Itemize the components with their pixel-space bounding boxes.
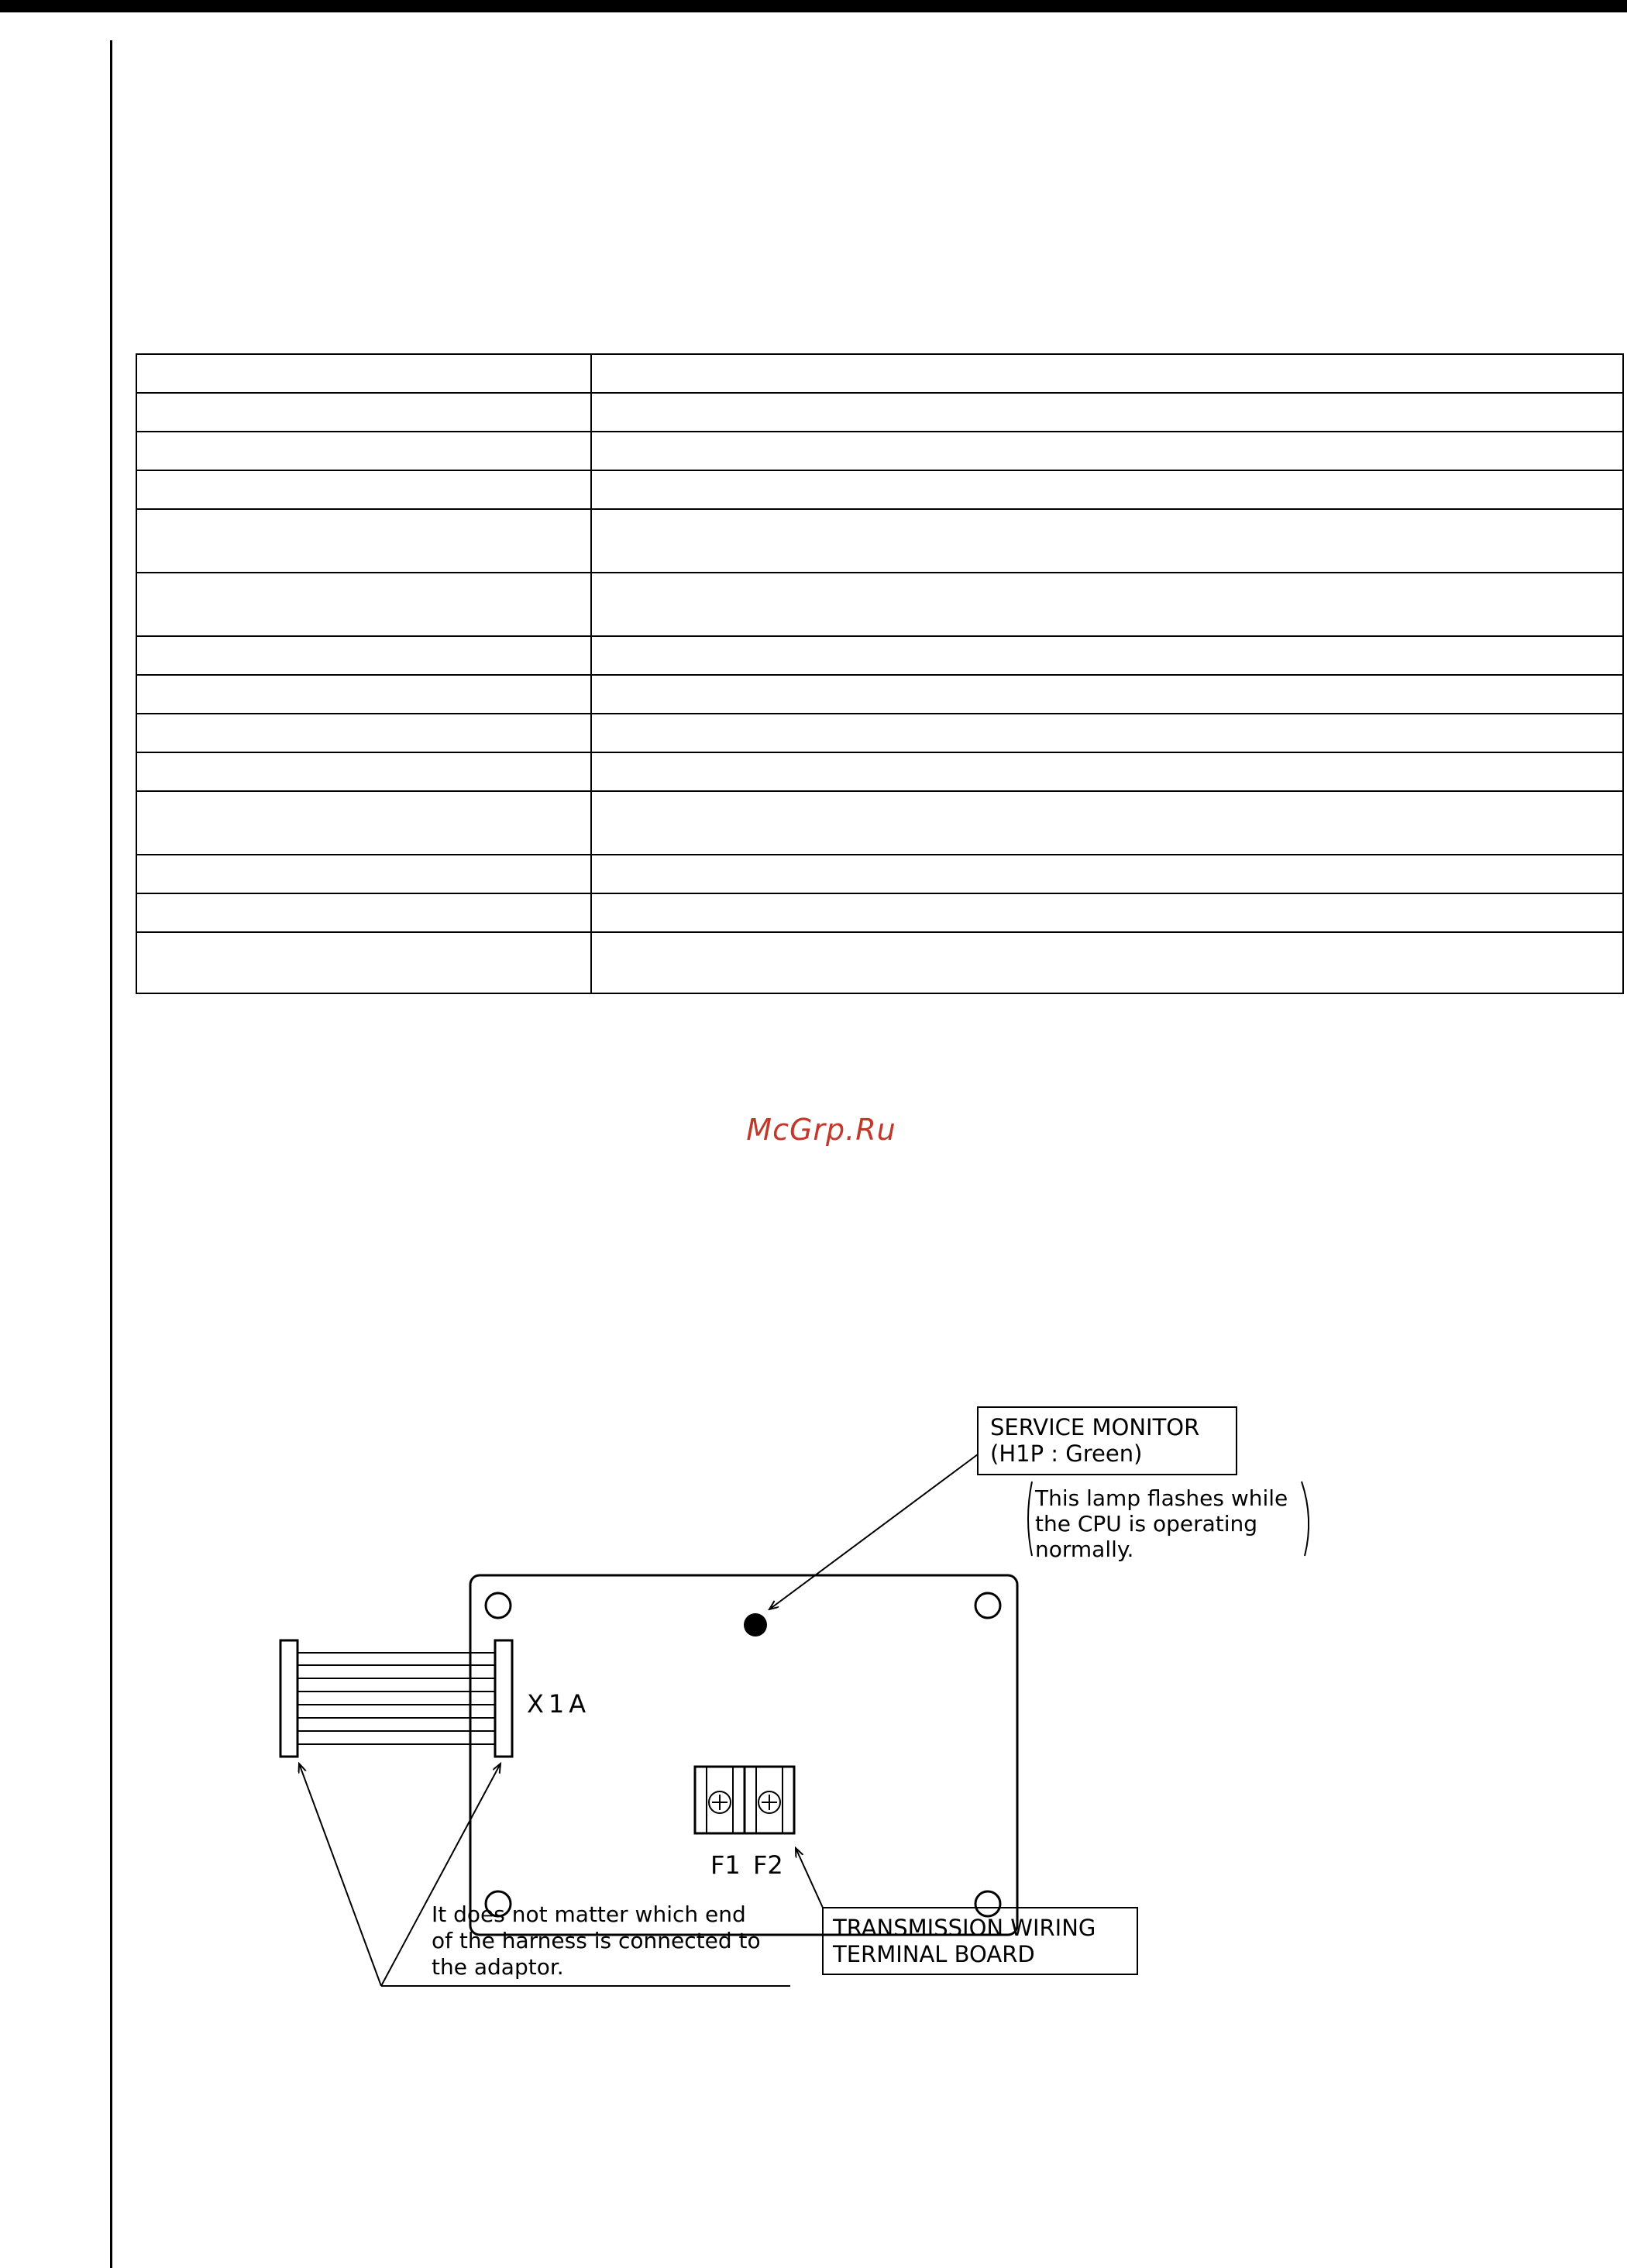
mount-hole bbox=[975, 1593, 1000, 1618]
harness-note-line-3: the adaptor. bbox=[432, 1954, 564, 1980]
harness-note-line-1: It does not matter which end bbox=[432, 1901, 746, 1927]
service-monitor-subtitle: (H1P : Green) bbox=[990, 1440, 1143, 1467]
lamp-note-line-3: normally. bbox=[1035, 1537, 1134, 1562]
harness-note-line-2: of the harness is connected to bbox=[432, 1928, 761, 1953]
service-monitor-arrow bbox=[769, 1454, 978, 1609]
service-monitor-led-icon bbox=[744, 1613, 767, 1636]
terminal-label-f2: F2 bbox=[753, 1850, 783, 1880]
harness-end-left bbox=[280, 1640, 298, 1757]
terminal-board-arrow bbox=[796, 1848, 823, 1908]
note-bracket-left bbox=[1028, 1482, 1032, 1556]
terminal-board-label-line-2: TERMINAL BOARD bbox=[833, 1941, 1035, 1967]
pcb-board bbox=[470, 1575, 1017, 1935]
note-bracket-right bbox=[1302, 1482, 1309, 1556]
terminal-board-label-line-1: TRANSMISSION WIRING bbox=[833, 1915, 1096, 1941]
terminal-screw-icon bbox=[758, 1791, 780, 1813]
mount-hole bbox=[975, 1891, 1000, 1916]
service-monitor-title: SERVICE MONITOR bbox=[990, 1414, 1200, 1440]
harness-end-right bbox=[495, 1640, 512, 1757]
harness-arrow-left bbox=[299, 1764, 381, 1986]
lamp-note-line-2: the CPU is operating bbox=[1035, 1511, 1258, 1537]
terminal-label-f1: F1 bbox=[710, 1850, 741, 1880]
lamp-note-line-1: This lamp flashes while bbox=[1035, 1485, 1288, 1511]
connector-label-x1a: X1A bbox=[527, 1689, 591, 1719]
mount-hole bbox=[486, 1593, 511, 1618]
harness-wires bbox=[298, 1653, 495, 1744]
terminal-screw-icon bbox=[709, 1791, 731, 1813]
watermark: McGrp.Ru bbox=[746, 1113, 896, 1147]
